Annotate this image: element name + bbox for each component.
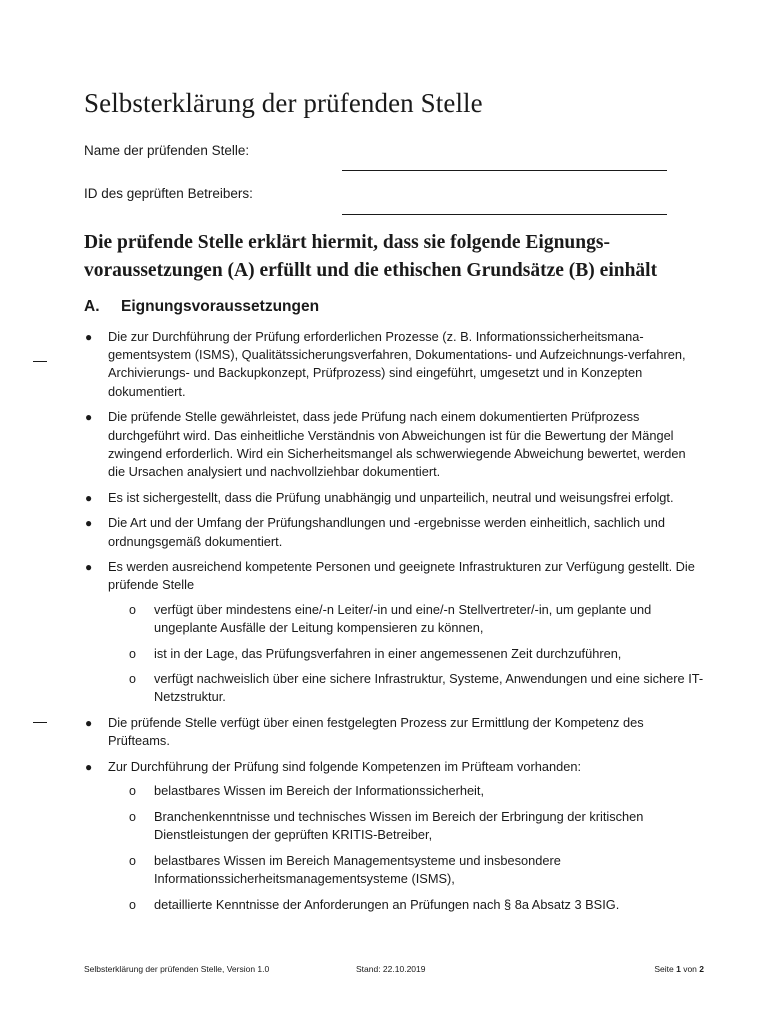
- footer-date: Stand: 22.10.2019: [356, 964, 426, 974]
- sub-list-item-text: Branchenkenntnisse und technisches Wissen im Bereich der Erbringung der kritischen Dienstleistungen der geprüften KRITIS-Betreiber,: [154, 808, 644, 843]
- sub-list-item: [108, 896, 706, 914]
- list-item-text: Die prüfende Stelle verfügt über einen festgelegten Prozess zur Ermittlung der Kompetenz des Prüfteams.: [108, 715, 644, 749]
- provider-name-label: Name der prüfenden Stelle:: [84, 143, 250, 158]
- footer-page-number: [654, 964, 704, 974]
- list-item: [84, 514, 706, 550]
- list-item: [84, 758, 706, 914]
- section-title: Eignungsvoraussetzungen: [121, 298, 320, 315]
- sub-list-item-text: ist in der Lage, das Prüfungsverfahren in einer angemessenen Zeit durchzuführen,: [154, 645, 622, 661]
- list-item-text: Die Art und der Umfang der Prüfungshandlungen und -ergebnisse werden einheitlich, sachlich und ordnungsgemäß dokumentiert.: [108, 515, 666, 549]
- list-item-text: Es werden ausreichend kompetente Personen und geeignete Infrastrukturen zur Verfügung gestellt. Die prüfende Stelle: [108, 559, 695, 593]
- declaration-heading: Die prüfende Stelle erklärt hiermit, dass sie folgende Eignungs-voraussetzungen (A) erfüllt und die ethischen Grundsätze (B) einhält: [84, 232, 658, 281]
- list-item: [84, 714, 706, 750]
- sub-list-item: [108, 670, 706, 706]
- list-item-text: Die zur Durchführung der Prüfung erforderlichen Prozesse (z. B. Informationssicherheitsmana-gementsystem (ISMS), Qualitätssicherungsverfahren, Dokumentations- und Aufzeichnungs-verfahren, Archivierungs- und Backupkonzept, Prüfprozess) sind eingeführt, umgesetzt und in Konzepten dokumentiert.: [108, 329, 686, 399]
- footer-document-version: Selbsterklärung der prüfenden Stelle, Version 1.0: [84, 964, 270, 974]
- operator-id-label: ID des geprüften Betreibers:: [84, 186, 253, 201]
- page-prefix: Seite: [654, 964, 677, 974]
- section-a-list: [84, 328, 706, 921]
- sub-list-item: [108, 808, 706, 844]
- sub-list-item-text: belastbares Wissen im Bereich Managementsysteme und insbesondere Informationssicherheitsmanagementsysteme (ISMS),: [154, 852, 561, 887]
- bullet-icon: ●: [85, 490, 93, 505]
- margin-mark: [33, 361, 47, 362]
- provider-name-field[interactable]: [342, 170, 667, 171]
- circle-bullet-icon: o: [129, 602, 136, 617]
- sub-list-item-text: verfügt über mindestens eine/-n Leiter/-in und eine/-n Stellvertreter/-in, um geplante und ungeplante Ausfälle der Leitung kompensieren zu können,: [154, 601, 652, 635]
- list-item-text: Die prüfende Stelle gewährleistet, dass jede Prüfung nach einem dokumentierten Prüfprozess durchgeführt wird. Das einheitliche Verständnis von Abweichungen ist für die Bewertung der Mängel zwingend erforderlich. Wird ein Sicherheitsmangel als schwerwiegende Abweichung bewertet, werden die Ursachen analysiert und nachvollziehbar dokumentiert.: [108, 409, 686, 479]
- sub-list-item: [108, 782, 706, 800]
- sub-list-item: [108, 601, 706, 637]
- margin-mark: [33, 722, 47, 723]
- sub-list-item-text: verfügt nachweislich über eine sichere Infrastruktur, Systeme, Anwendungen und eine sichere IT-Netzstruktur.: [154, 671, 704, 705]
- list-item: [84, 489, 706, 507]
- list-item: [84, 558, 706, 706]
- list-item-text: Es ist sichergestellt, dass die Prüfung unabhängig und unparteilich, neutral und weisungsfrei erfolgt.: [108, 489, 674, 505]
- section-letter: A.: [84, 298, 100, 315]
- circle-bullet-icon: o: [129, 672, 136, 687]
- bullet-icon: ●: [85, 516, 93, 531]
- circle-bullet-icon: o: [129, 853, 136, 868]
- list-item-text: Zur Durchführung der Prüfung sind folgende Kompetenzen im Prüfteam vorhanden:: [108, 759, 582, 775]
- bullet-icon: ●: [85, 760, 93, 775]
- list-item: [84, 408, 706, 481]
- circle-bullet-icon: o: [129, 784, 136, 799]
- page-mid: von: [680, 964, 700, 974]
- page-total: 2: [699, 964, 704, 974]
- section-a-heading: [84, 298, 319, 316]
- circle-bullet-icon: o: [129, 646, 136, 661]
- bullet-icon: ●: [85, 560, 93, 575]
- sub-list-item: [108, 645, 706, 663]
- list-item: [84, 328, 706, 401]
- bullet-icon: ●: [85, 716, 93, 731]
- operator-id-field[interactable]: [342, 214, 667, 215]
- bullet-icon: ●: [85, 410, 93, 425]
- sub-list-item-text: detaillierte Kenntnisse der Anforderungen an Prüfungen nach § 8a Absatz 3 BSIG.: [154, 896, 620, 912]
- circle-bullet-icon: o: [129, 897, 136, 912]
- document-title: Selbsterklärung der prüfenden Stelle: [84, 88, 483, 118]
- page-current: 1: [676, 964, 681, 974]
- sub-list-item: [108, 852, 706, 888]
- bullet-icon: ●: [85, 330, 93, 344]
- circle-bullet-icon: o: [129, 809, 136, 824]
- sub-list-item-text: belastbares Wissen im Bereich der Informationssicherheit,: [154, 783, 485, 799]
